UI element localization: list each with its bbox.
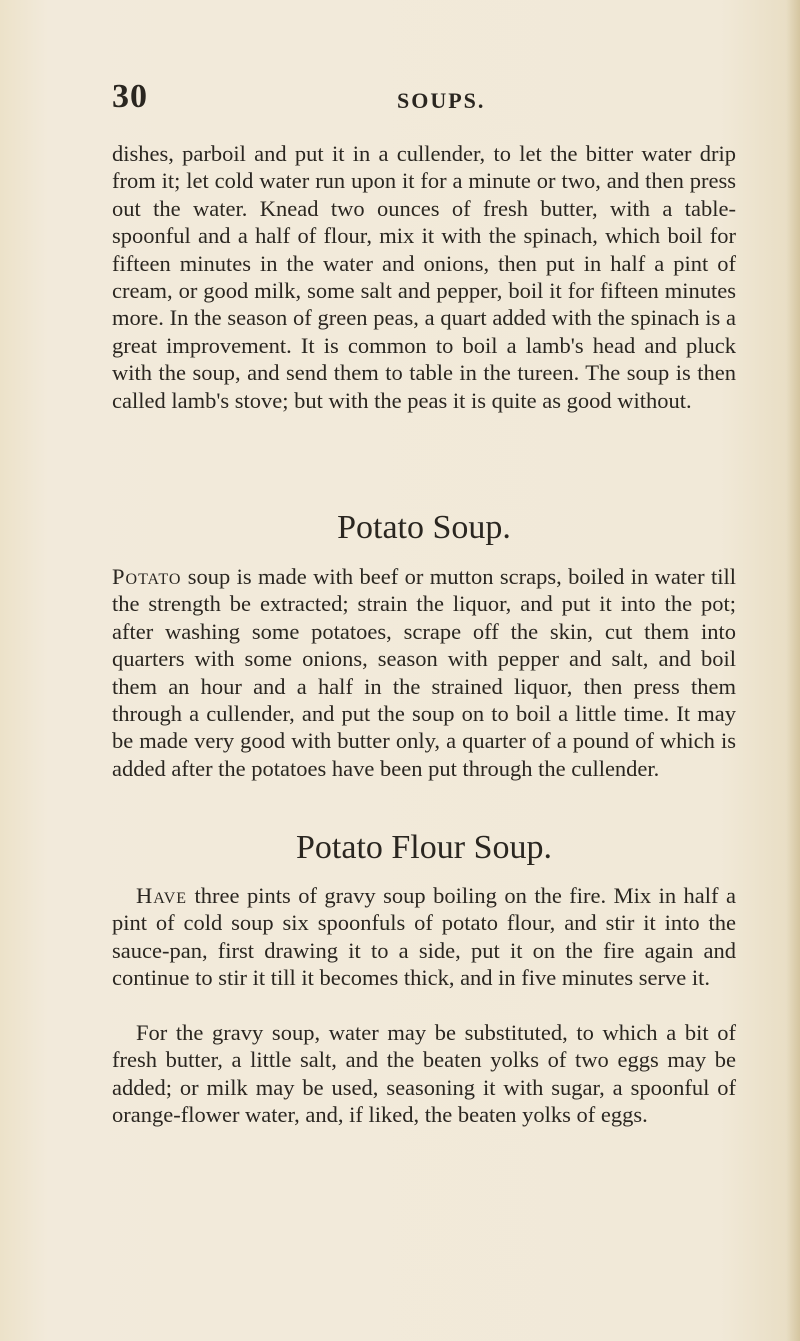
paragraph-potato-soup (112, 563, 736, 782)
paragraph-text (112, 563, 736, 782)
section-heading-potato-flour-soup: Potato Flour Soup. (296, 829, 552, 866)
paragraph-spinach-continuation (112, 140, 736, 414)
paragraph-gravy-substitute (112, 1019, 736, 1129)
lead-word: Potato (112, 564, 182, 589)
paragraph-body: three pints of gravy soup boiling on the fire. Mix in half a pint of cold soup six spoonfuls of potato flour, and stir it into the sauce-pan, first drawing it to a side, put it on the fire again and continue to stir it till it becomes thick, and in five minutes serve it. (112, 883, 736, 991)
paragraph-body: soup is made with beef or mutton scraps, boiled in water till the strength be extracted; strain the liquor, and put it into the pot; after washing some potatoes, scrape off the skin, cut them into quarters with some onions, season with pepper and salt, and boil them an hour and a half in the strained liquor, then press them through a cullender, and put the soup on to boil a little time. It may be made very good with butter only, a quarter of a pound of which is added after the potatoes have been put through the cullender. (112, 564, 736, 781)
page-number: 30 (112, 78, 148, 115)
page-edge-shadow (786, 0, 800, 1341)
lead-word: Have (136, 883, 188, 908)
paragraph-text: dishes, parboil and put it in a cullender, to let the bitter water drip from it; let cold water run upon it for a minute or two, and then press out the water. Knead two ounces of fresh butter, with a table-spoonful and a half of flour, mix it with the spinach, which boil for fifteen minutes in the water and onions, then put in half a pint of cream, or good milk, some salt and pepper, boil it for fifteen minutes more. In the season of green peas, a quart added with the spinach is a great improvement. It is common to boil a lamb's head and pluck with the soup, and send them to table in the tureen. The soup is then called lamb's stove; but with the peas it is quite as good without. (112, 141, 736, 413)
running-head: SOUPS. (397, 88, 486, 113)
paragraph-text (112, 882, 736, 992)
paragraph-text: For the gravy soup, water may be substituted, to which a bit of fresh butter, a little salt, and the beaten yolks of two eggs may be added; or milk may be used, seasoning it with sugar, a spoonful of orange-flower water, and, if liked, the beaten yolks of eggs. (112, 1020, 736, 1128)
page-header (112, 78, 732, 118)
section-heading-potato-soup: Potato Soup. (337, 509, 511, 546)
paragraph-potato-flour-soup (112, 882, 736, 992)
